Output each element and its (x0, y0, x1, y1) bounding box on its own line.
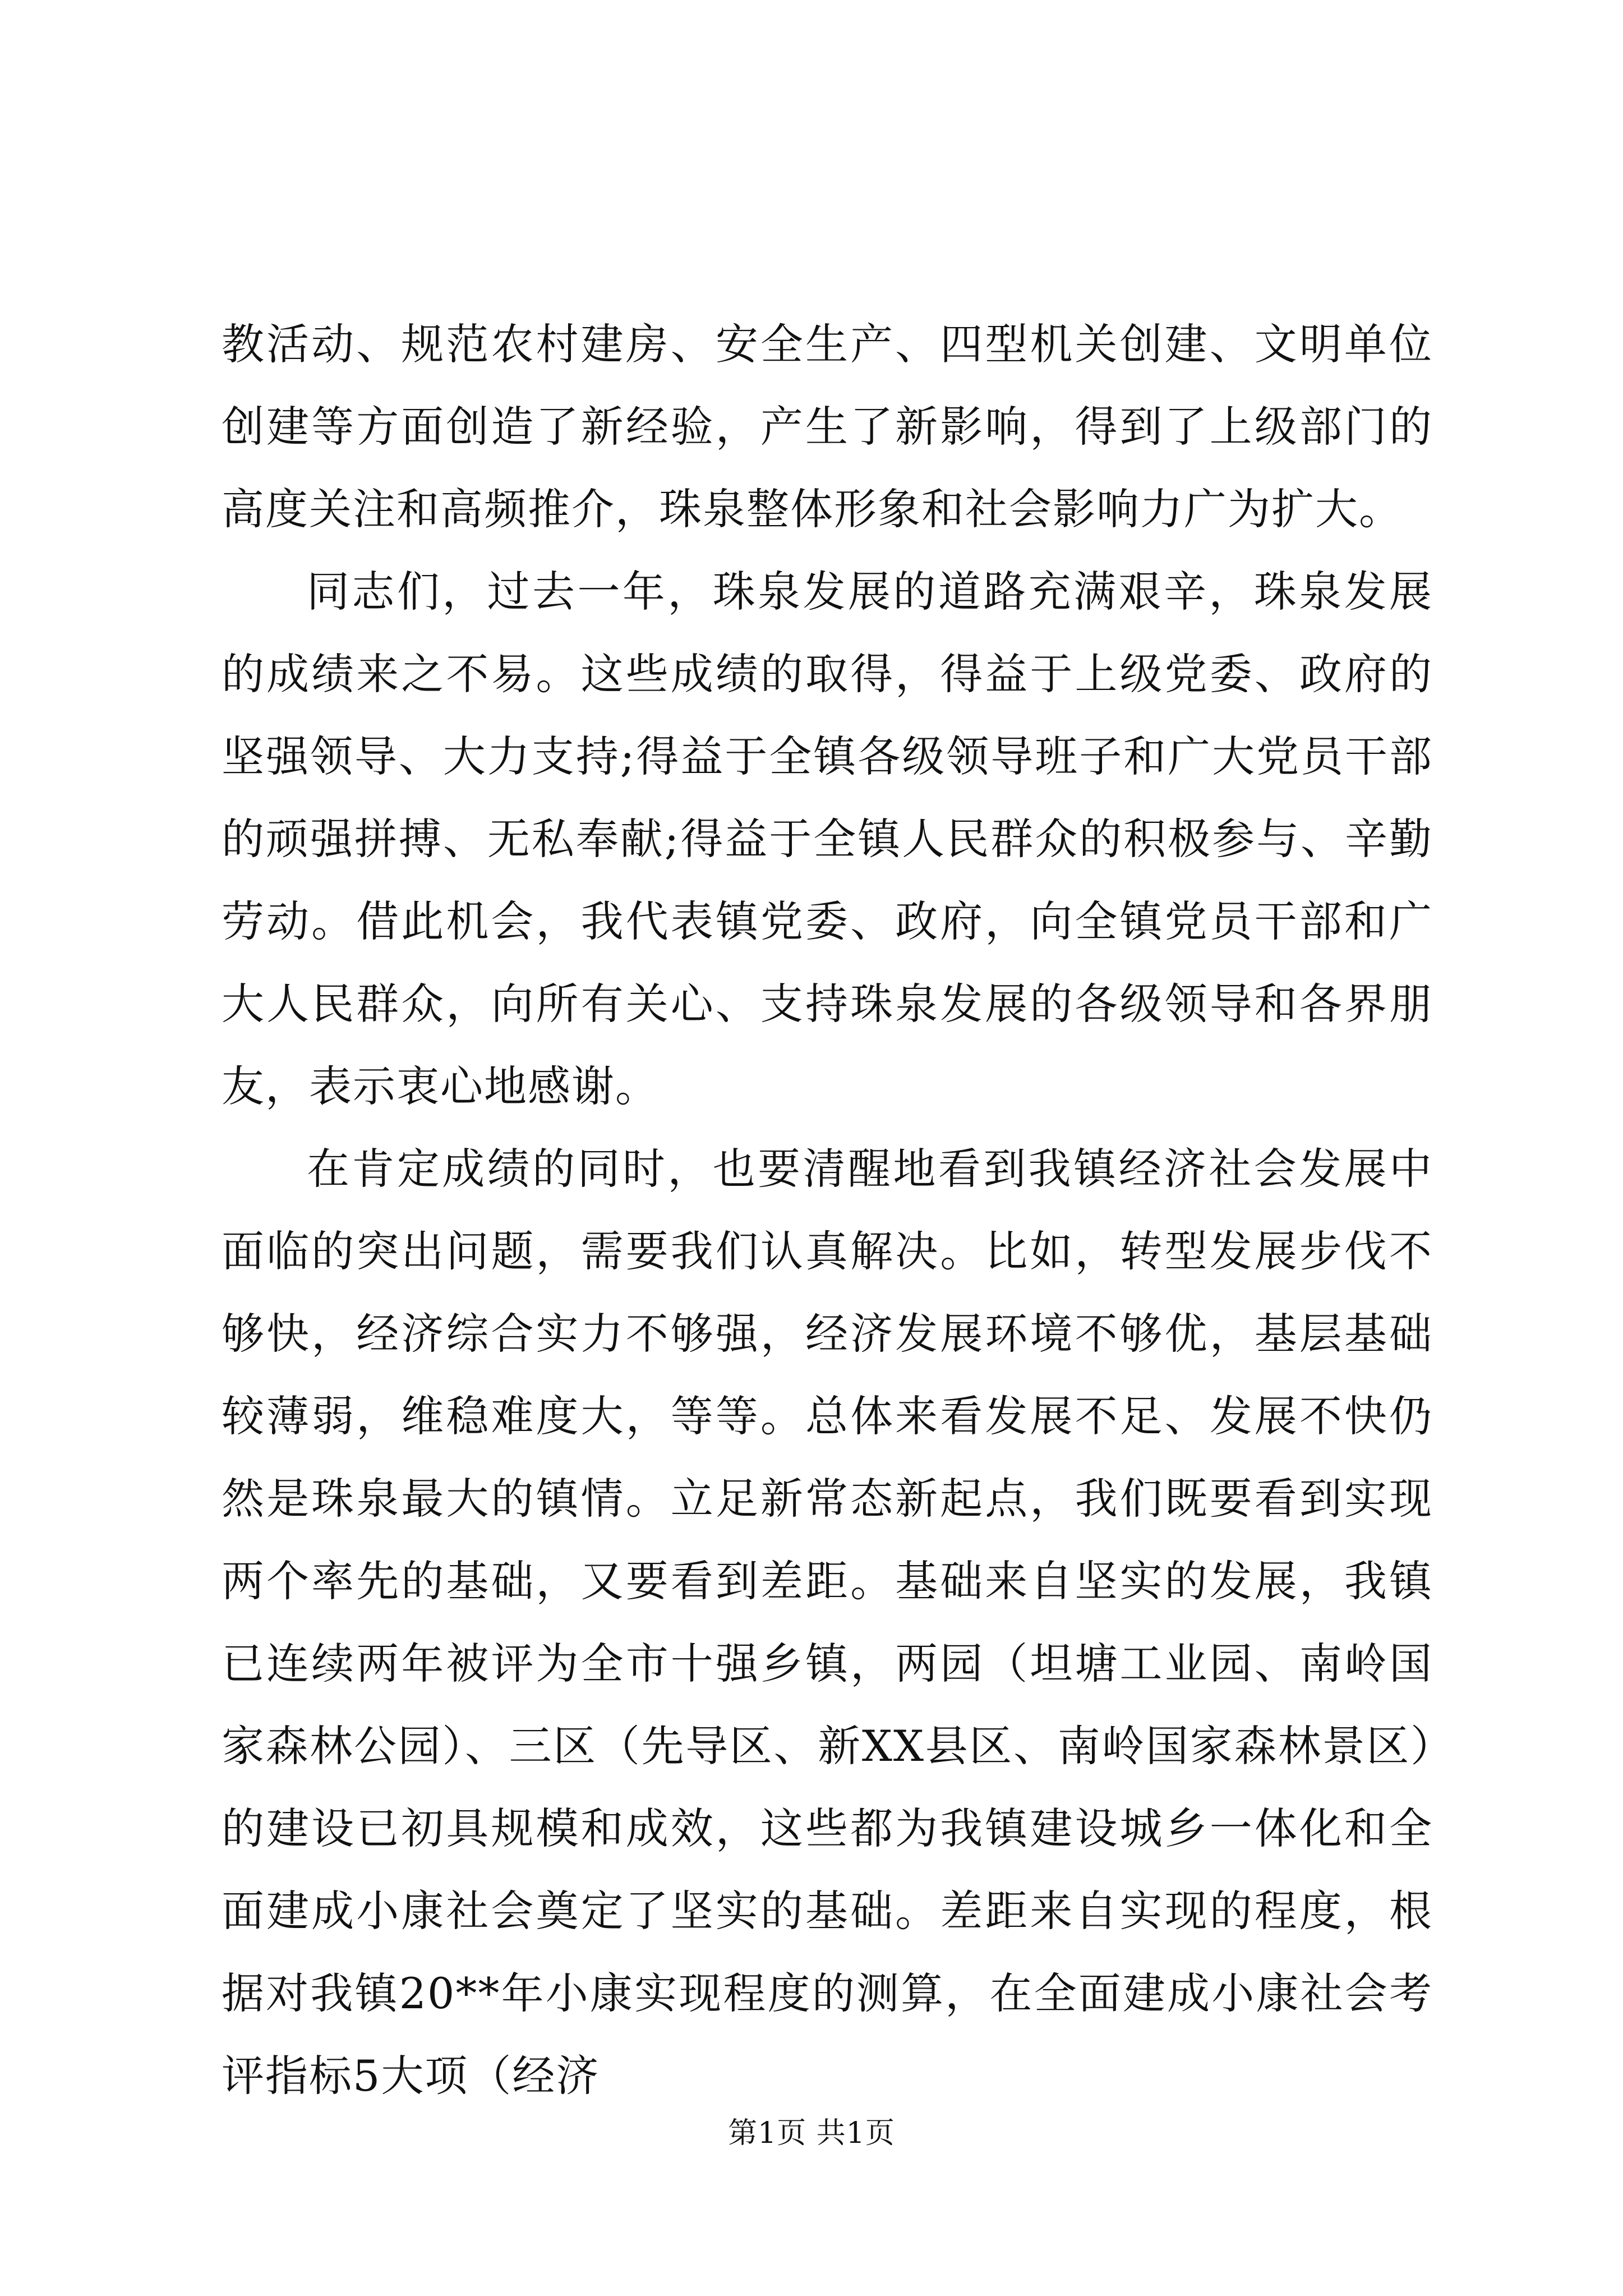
paragraph-1: 教活动、规范农村建房、安全生产、四型机关创建、文明单位创建等方面创造了新经验，产生了新影响，得到了上级部门的高度关注和高频推介，珠泉整体形象和社会影响力广为扩大。 (222, 319, 1433, 534)
paragraph-2: 同志们，过去一年，珠泉发展的道路充满艰辛，珠泉发展的成绩来之不易。这些成绩的取得，得益于上级党委、政府的坚强领导、大力支持;得益于全镇各级领导班子和广大党员干部的顽强拼搏、无私奉献;得益于全镇人民群众的积极参与、辛勤劳动。借此机会，我代表镇党委、政府，向全镇党员干部和广大人民群众，向所有关心、支持珠泉发展的各级领导和各界朋友，表示衷心地感谢。 (222, 567, 1433, 1111)
page-footer: 第1页 共1页 (728, 2116, 895, 2150)
document-body (222, 303, 1433, 2117)
paragraph-3: 在肯定成绩的同时，也要清醒地看到我镇经济社会发展中面临的突出问题，需要我们认真解决。比如，转型发展步伐不够快，经济综合实力不够强，经济发展环境不够优，基层基础较薄弱，维稳难度大，等等。总体来看发展不足、发展不快仍然是珠泉最大的镇情。立足新常态新起点，我们既要看到实现两个率先的基础，又要看到差距。基础来自坚实的发展，我镇已连续两年被评为全市十强乡镇，两园（坦塘工业园、南岭国家森林公园）、三区（先导区、新XX县区、南岭国家森林景区）的建设已初具规模和成效，这些都为我镇建设城乡一体化和全面建成小康社会奠定了坚实的基础。差距来自实现的程度，根据对我镇20**年小康实现程度的测算，在全面建成小康社会考评指标5大项（经济 (222, 1144, 1433, 2101)
